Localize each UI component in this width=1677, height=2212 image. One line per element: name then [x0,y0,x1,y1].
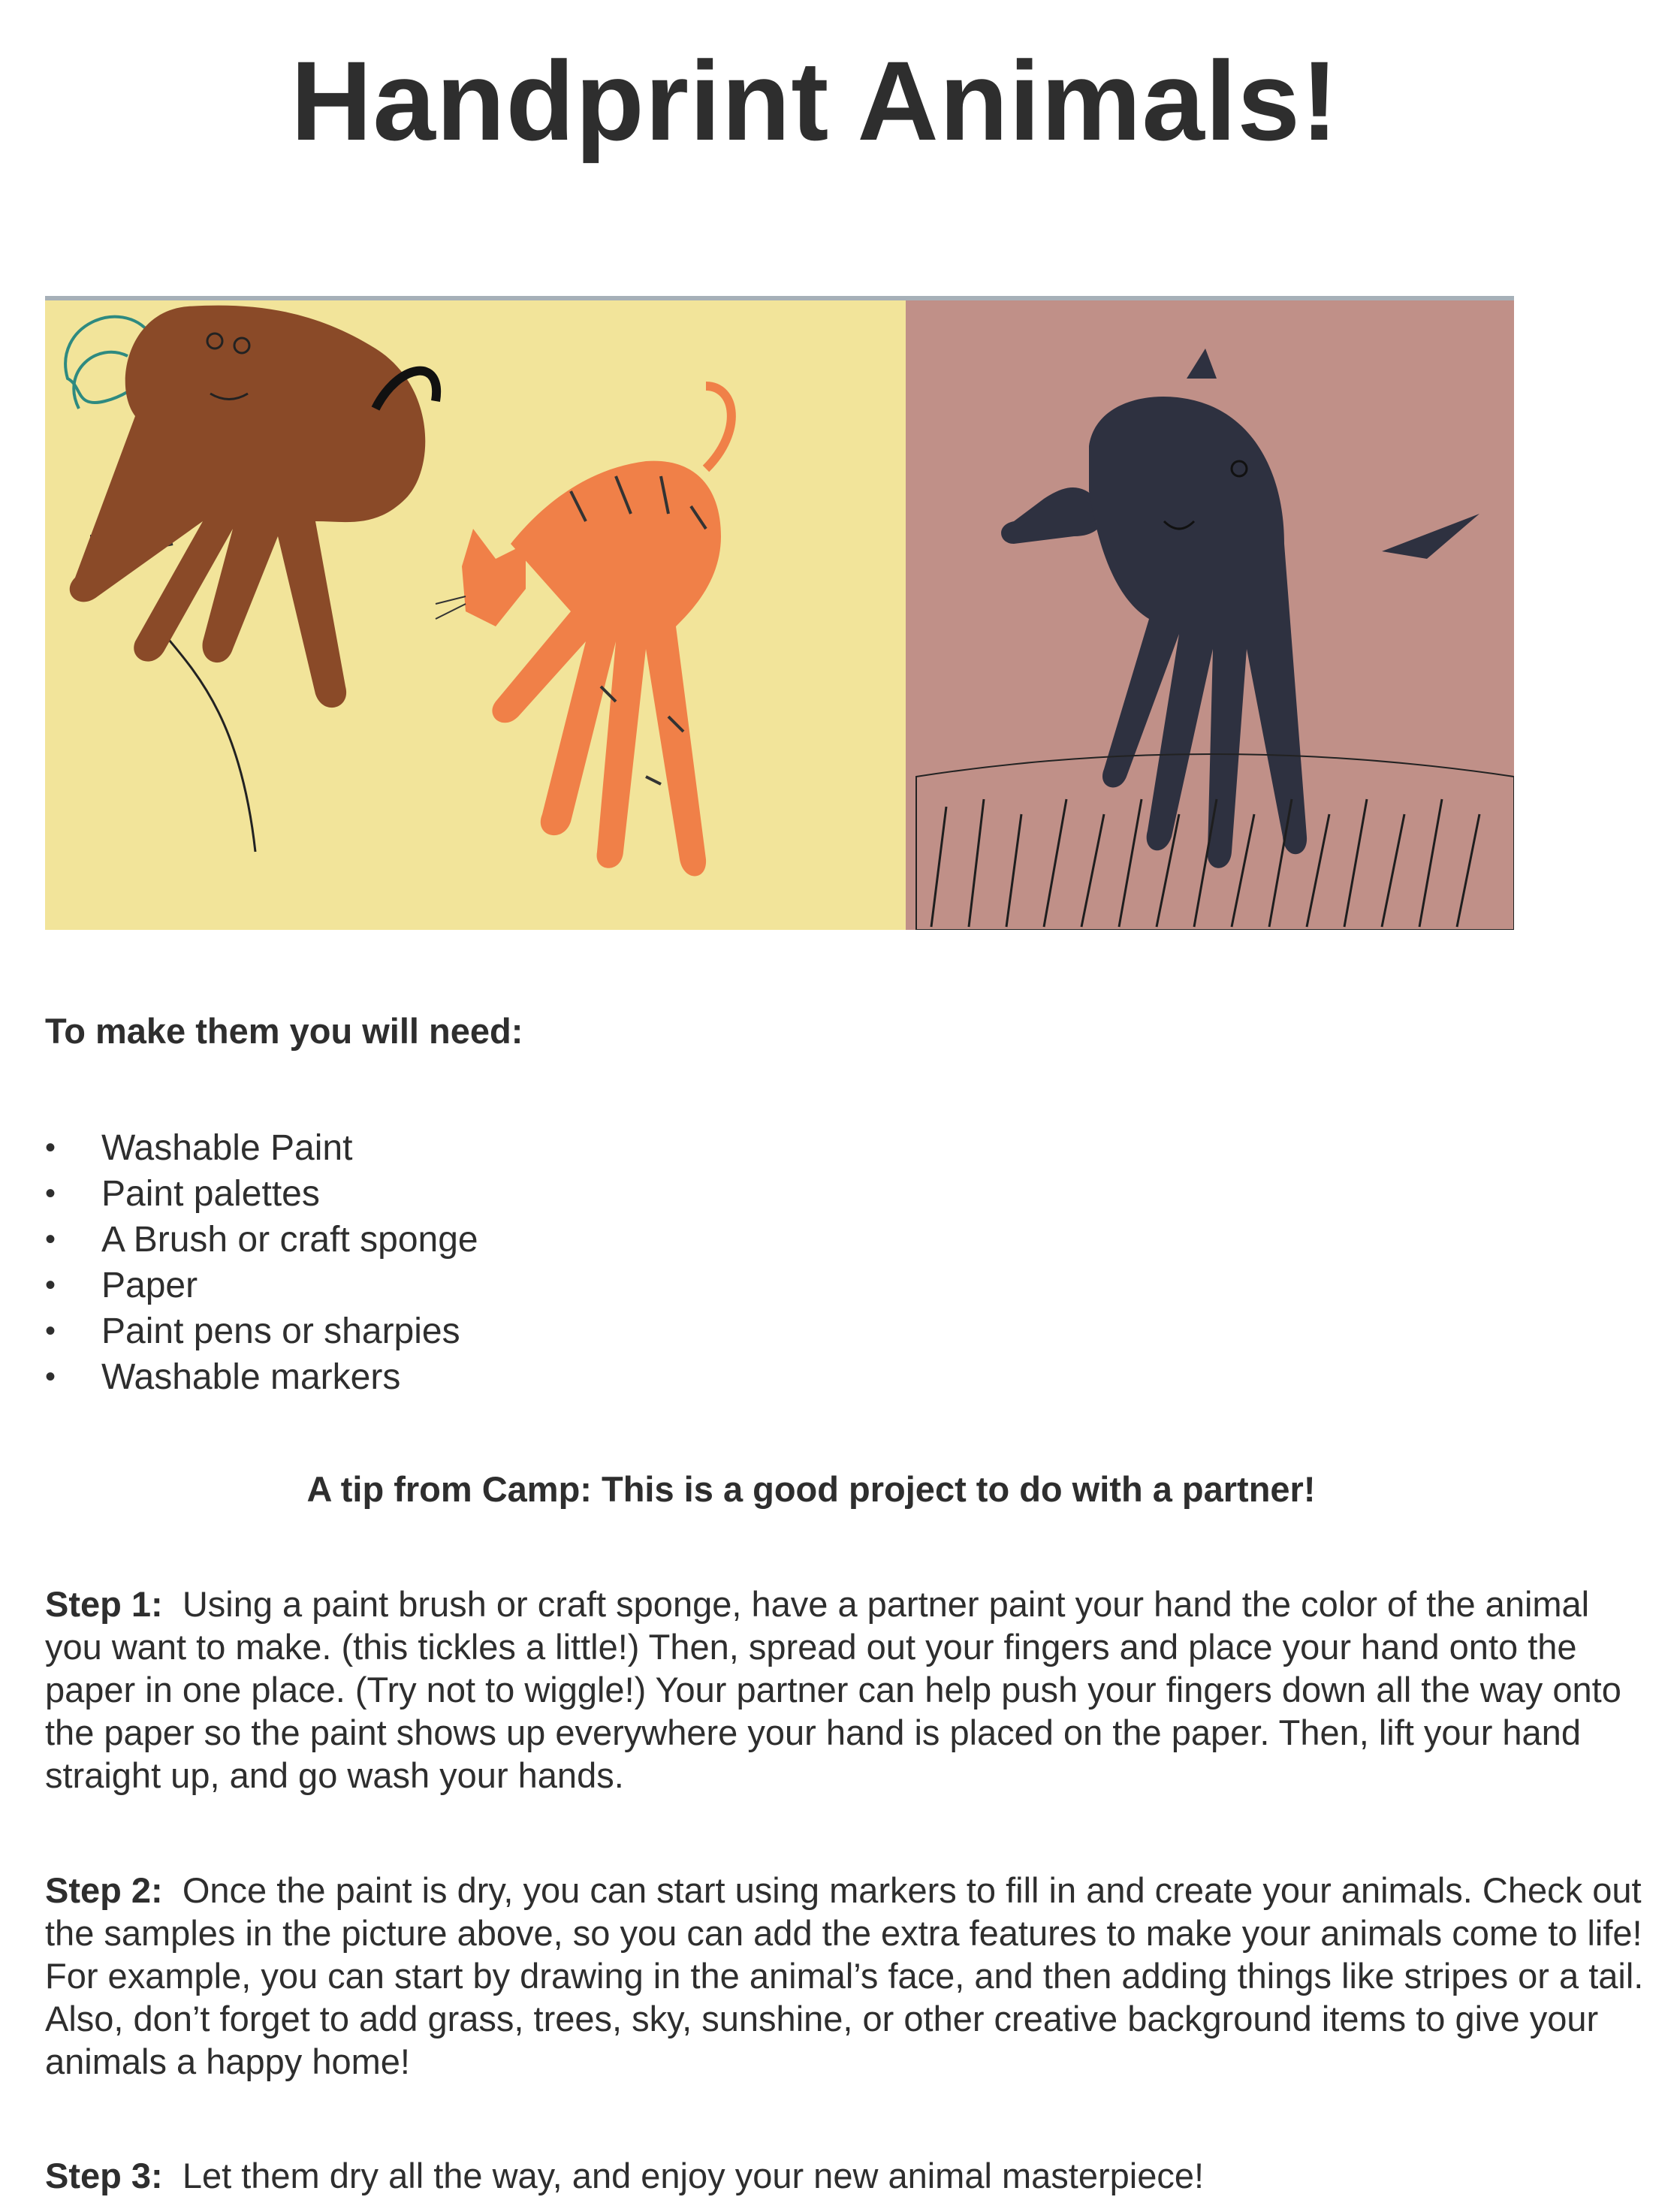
step-label: Step 2: [45,1870,163,1910]
list-item [45,1263,478,1308]
supplies-heading: To make them you will need: [45,1011,523,1051]
supply-label: Paint pens or sharpies [101,1311,460,1351]
bullet-icon: • [45,1131,56,1164]
camp-tip: A tip from Camp: This is a good project to do with a partner! [306,1469,1316,1509]
list-item [45,1308,478,1354]
list-item [45,1171,478,1217]
handprint-animals-photo [45,296,1514,930]
bullet-icon: • [45,1360,56,1393]
supply-label: Washable Paint [101,1128,353,1168]
step-label: Step 3: [45,2156,163,2195]
step-text: Using a paint brush or craft sponge, have a partner paint your hand the color of the animal you want to make. (this tickles a little!) Then, spread out your fingers and place your hand onto the paper in one place. (Try not to wiggle!) Your partner can help push your fingers down all the way onto the paper so the paint shows up everywhere your hand is placed on the paper. Then, lift your hand straight up, and go wash your hands. [45,1584,1621,1795]
step-label: Step 1: [45,1584,163,1624]
bullet-icon: • [45,1269,56,1302]
supplies-list [45,1125,478,1400]
page-title: Handprint Animals! [291,38,1339,164]
step-text: Once the paint is dry, you can start using markers to fill in and create your animals. Check out the samples in the picture above, so you can add the extra features to make your animals come to life! For example, you can start by drawing in the animal’s face, and then adding things like stripes or a tail. Also, don’t forget to add grass, trees, sky, sunshine, or other creative background items to give your animals a happy home! [45,1870,1644,2081]
bullet-icon: • [45,1223,56,1256]
bullet-icon: • [45,1314,56,1347]
step-3-paragraph [45,2154,1645,2197]
supply-label: Washable markers [101,1357,401,1397]
supply-label: Paint palettes [101,1174,320,1214]
list-item [45,1217,478,1263]
list-item [45,1354,478,1400]
supply-label: Paper [101,1266,198,1305]
list-item [45,1125,478,1171]
step-text: Let them dry all the way, and enjoy your new animal masterpiece! [182,2156,1205,2195]
supply-label: A Brush or craft sponge [101,1220,478,1260]
step-1-paragraph [45,1583,1645,1797]
bullet-icon: • [45,1177,56,1210]
step-2-paragraph [45,1869,1645,2083]
